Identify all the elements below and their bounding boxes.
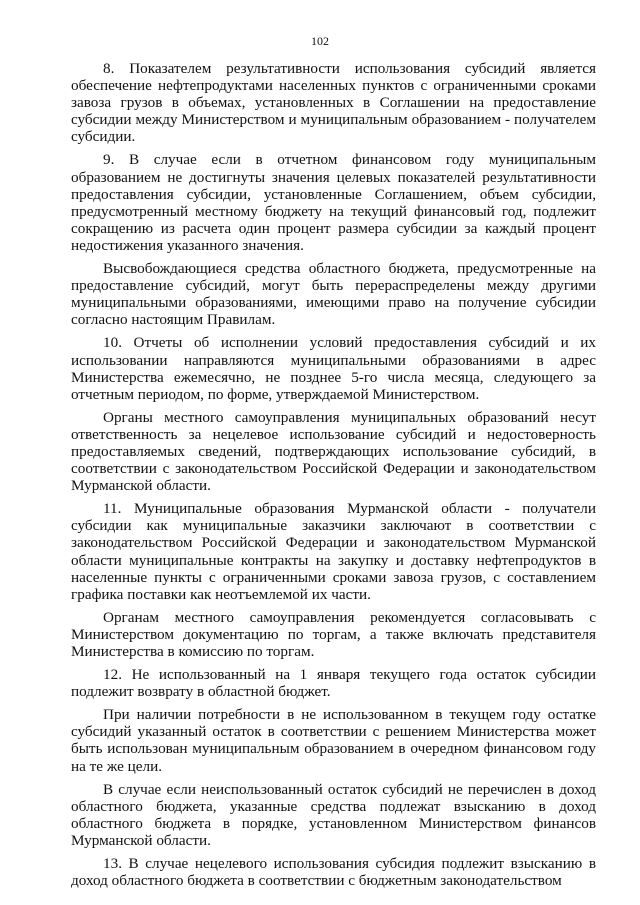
paragraph-item-11: 11. Муниципальные образования Мурманской области - получатели субсидии как муниципальные заказчики заключают в соответствии с законодательством Российской Федерации и законодательством Мурманской области муниципальные контракты на закупку и доставку нефтепродуктов в населенные пункты с ограниченными сроками завоза грузов, с составлением графика поставки как неотъемлемой их части. bbox=[71, 500, 596, 603]
paragraph-item-12: 12. Не использованный на 1 января текущего года остаток субсидии подлежит возврату в областной бюджет. bbox=[71, 666, 596, 701]
paragraph-remainder-recovery: В случае если неиспользованный остаток субсидий не перечислен в доход областного бюджета, указанные средства подлежат взысканию в доход областного бюджета в порядке, установленном Министерством финансов Мурманской области. bbox=[71, 780, 596, 849]
paragraph-responsibility: Органы местного самоуправления муниципальных образований несут ответственность за нецелевое использование субсидий и недостоверность предоставляемых сведений, подтверждающих использование субсидий, в соответствии с законодательством Российской Федерации и законодательством Мурманской области. bbox=[71, 408, 596, 495]
paragraph-redistribution: Высвобождающиеся средства областного бюджета, предусмотренные на предоставление субсидий, могут быть перераспределены между другими муниципальными образованиями, имеющими право на получение субсидии согласно настоящим Правилам. bbox=[71, 260, 596, 329]
document-body bbox=[71, 60, 596, 889]
paragraph-item-9: 9. В случае если в отчетном финансовом году муниципальным образованием не достигнуты значения целевых показателей результативности предоставления субсидии, установленные Соглашением, объем субсидии, предусмотренный местному бюджету на текущий финансовый год, подлежит сокращению из расчета один процент размера субсидии за каждый процент недостижения указанного значения. bbox=[71, 151, 596, 254]
paragraph-item-13: 13. В случае нецелевого использования субсидия подлежит взысканию в доход областного бюджета в соответствии с бюджетным законодательством bbox=[71, 855, 596, 890]
paragraph-item-10: 10. Отчеты об исполнении условий предоставления субсидий и их использовании направляются муниципальными образованиями в адрес Министерства ежемесячно, не позднее 5-го числа месяца, следующего за отчетным периодом, по форме, утверждаемой Министерством. bbox=[71, 334, 596, 403]
paragraph-remainder-use: При наличии потребности в не использованном в текущем году остатке субсидий указанный остаток в соответствии с решением Министерства может быть использован муниципальным образованием в очередном финансовом году на те же цели. bbox=[71, 706, 596, 775]
page-number: 102 bbox=[311, 34, 329, 48]
paragraph-tender-coordination: Органам местного самоуправления рекомендуется согласовывать с Министерством документацию по торгам, а также включать представителя Министерства в комиссию по торгам. bbox=[71, 608, 596, 660]
paragraph-item-8: 8. Показателем результативности использования субсидий является обеспечение нефтепродуктами населенных пунктов с ограниченными сроками завоза грузов в объемах, установленных в Соглашении на предоставление субсидии между Министерством и муниципальным образованием - получателем субсидии. bbox=[71, 60, 596, 146]
